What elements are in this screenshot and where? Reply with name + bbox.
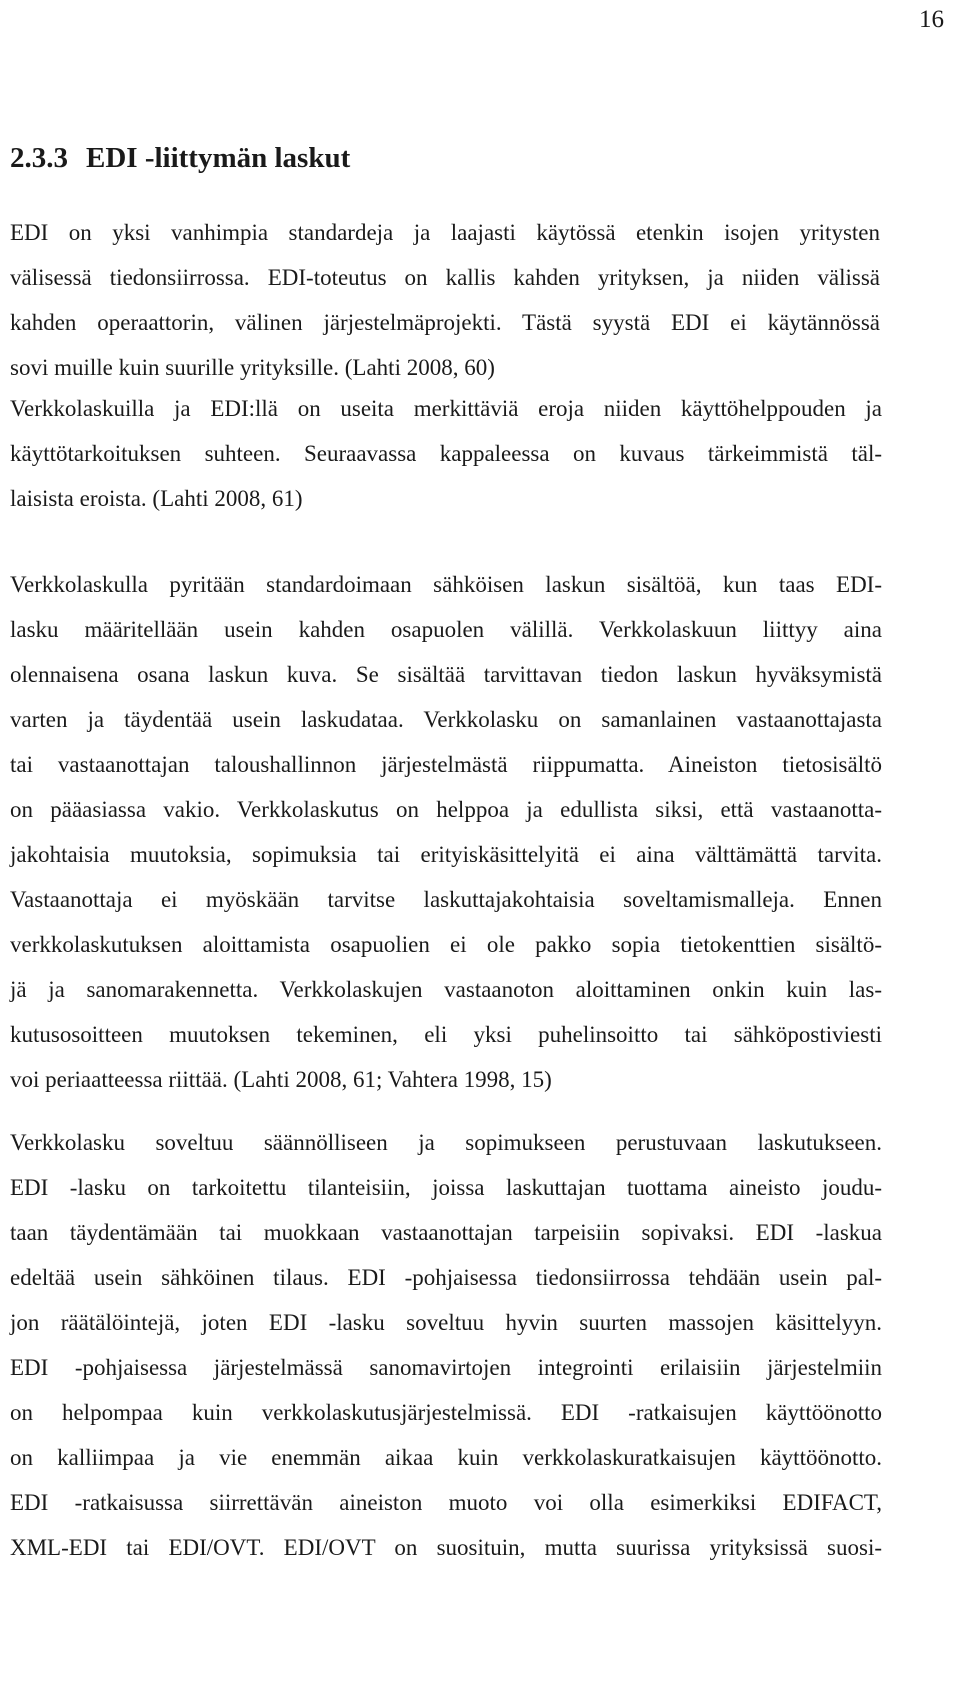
text-line: tai vastaanottajan taloushallinnon järjestelmästä riippumatta. Aineiston tietosisältö <box>10 752 882 777</box>
text-line: EDI -lasku on tarkoitettu tilanteisiin, joissa laskuttajan tuottama aineisto joudu- <box>10 1175 882 1200</box>
text-line: EDI on yksi vanhimpia standardeja ja laajasti käytössä etenkin isojen yritysten <box>10 220 880 245</box>
text-line: varten ja täydentää usein laskudataa. Verkkolasku on samanlainen vastaanottajasta <box>10 707 882 732</box>
text-line: Vastaanottaja ei myöskään tarvitse laskuttajakohtaisia soveltamismalleja. Ennen <box>10 887 882 912</box>
text-line: Verkkolaskulla pyritään standardoimaan sähköisen laskun sisältöä, kun taas EDI- <box>10 572 882 597</box>
section-number: 2.3.3 <box>10 142 68 174</box>
text-line: käyttötarkoituksen suhteen. Seuraavassa kappaleessa on kuvaus tärkeimmistä täl- <box>10 441 882 466</box>
text-line: voi periaatteessa riittää. (Lahti 2008, 61; Vahtera 1998, 15) <box>10 1067 552 1092</box>
paragraph-differences <box>10 386 882 521</box>
text-line: XML-EDI tai EDI/OVT. EDI/OVT on suosituin, mutta suurissa yrityksissä suosi- <box>10 1535 882 1560</box>
text-line: EDI -ratkaisussa siirrettävän aineiston muoto voi olla esimerkiksi EDIFACT, <box>10 1490 882 1515</box>
text-line: EDI -pohjaisessa järjestelmässä sanomavirtojen integrointi erilaisiin järjestelmiin <box>10 1355 882 1380</box>
text-line: Verkkolasku soveltuu säännölliseen ja sopimukseen perustuvaan laskutukseen. <box>10 1130 882 1155</box>
text-line: olennaisena osana laskun kuva. Se sisältää tarvittavan tiedon laskun hyväksymistä <box>10 662 882 687</box>
paragraph-verkkolasku <box>10 562 882 1102</box>
text-line: jon räätälöintejä, joten EDI -lasku soveltuu hyvin suurten massojen käsittelyyn. <box>10 1310 882 1335</box>
text-line: laisista eroista. (Lahti 2008, 61) <box>10 486 303 511</box>
section-heading <box>10 142 350 175</box>
section-title: EDI -liittymän laskut <box>86 142 351 174</box>
text-line: jakohtaisia muutoksia, sopimuksia tai erityiskäsittelyitä ei aina välttämättä tarvita. <box>10 842 882 867</box>
text-line: sovi muille kuin suurille yrityksille. (Lahti 2008, 60) <box>10 355 495 380</box>
text-line: on helpompaa kuin verkkolaskutusjärjestelmissä. EDI -ratkaisujen käyttöönotto <box>10 1400 882 1425</box>
text-line: on kalliimpaa ja vie enemmän aikaa kuin verkkolaskuratkaisujen käyttöönotto. <box>10 1445 882 1470</box>
text-line: lasku määritellään usein kahden osapuolen välillä. Verkkolaskuun liittyy aina <box>10 617 882 642</box>
paragraph-edi-intro <box>10 210 880 390</box>
paragraph-edi-lasku <box>10 1120 882 1570</box>
text-line: on pääasiassa vakio. Verkkolaskutus on helppoa ja edullista siksi, että vastaanotta- <box>10 797 882 822</box>
text-line: kutusosoitteen muutoksen tekeminen, eli yksi puhelinsoitto tai sähköpostiviesti <box>10 1022 882 1047</box>
text-line: kahden operaattorin, välinen järjestelmäprojekti. Tästä syystä EDI ei käytännössä <box>10 310 880 335</box>
page-number: 16 <box>919 6 944 33</box>
text-line: taan täydentämään tai muokkaan vastaanottajan tarpeisiin sopivaksi. EDI -laskua <box>10 1220 882 1245</box>
text-line: välisessä tiedonsiirrossa. EDI-toteutus on kallis kahden yrityksen, ja niiden välissä <box>10 265 880 290</box>
text-line: jä ja sanomarakennetta. Verkkolaskujen vastaanoton aloittaminen onkin kuin las- <box>10 977 882 1002</box>
text-line: edeltää usein sähköinen tilaus. EDI -pohjaisessa tiedonsiirrossa tehdään usein pal- <box>10 1265 882 1290</box>
text-line: verkkolaskutuksen aloittamista osapuolien ei ole pakko sopia tietokenttien sisältö- <box>10 932 882 957</box>
text-line: Verkkolaskuilla ja EDI:llä on useita merkittäviä eroja niiden käyttöhelppouden ja <box>10 396 882 421</box>
